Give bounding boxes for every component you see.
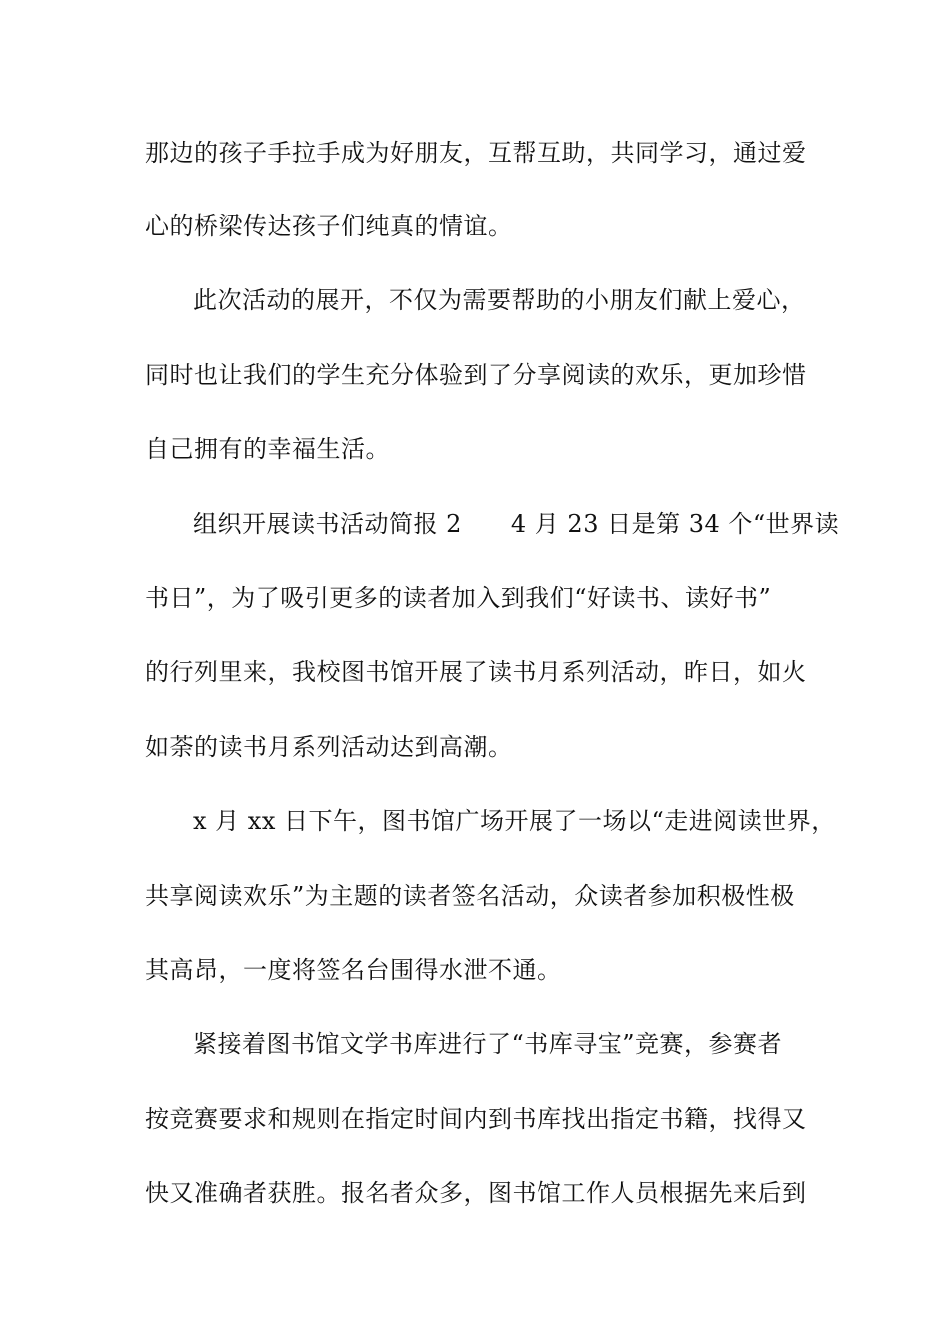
- paragraph-start-line: 此次活动的展开，不仅为需要帮助的小朋友们献上爱心，: [193, 286, 806, 314]
- text-line: 共享阅读欢乐”为主题的读者签名活动，众读者参加积极性极: [145, 882, 795, 910]
- paragraph-start-line: 紧接着图书馆文学书库进行了“书库寻宝”竞赛，参赛者: [193, 1030, 783, 1058]
- text-line: 自己拥有的幸福生活。: [145, 435, 390, 463]
- text-line: 的行列里来，我校图书馆开展了读书月系列活动，昨日，如火: [145, 658, 807, 686]
- paragraph-start-line: 组织开展读书活动简报 2 4 月 23 日是第 34 个“世界读: [193, 510, 840, 538]
- text-line: 其高昂，一度将签名台围得水泄不通。: [145, 956, 562, 984]
- text-line: 如荼的读书月系列活动达到高潮。: [145, 733, 513, 761]
- paragraph-start-line: x 月 xx 日下午，图书馆广场开展了一场以“走进阅读世界，: [193, 807, 836, 835]
- text-line: 心的桥梁传达孩子们纯真的情谊。: [145, 212, 513, 240]
- text-line: 那边的孩子手拉手成为好朋友，互帮互助，共同学习，通过爱: [145, 139, 807, 167]
- text-line: 同时也让我们的学生充分体验到了分享阅读的欢乐，更加珍惜: [145, 361, 807, 389]
- text-line: 书日”，为了吸引更多的读者加入到我们“好读书、读好书”: [145, 584, 772, 612]
- text-line: 快又准确者获胜。报名者众多，图书馆工作人员根据先来后到: [145, 1179, 807, 1207]
- text-line: 按竞赛要求和规则在指定时间内到书库找出指定书籍，找得又: [145, 1105, 807, 1133]
